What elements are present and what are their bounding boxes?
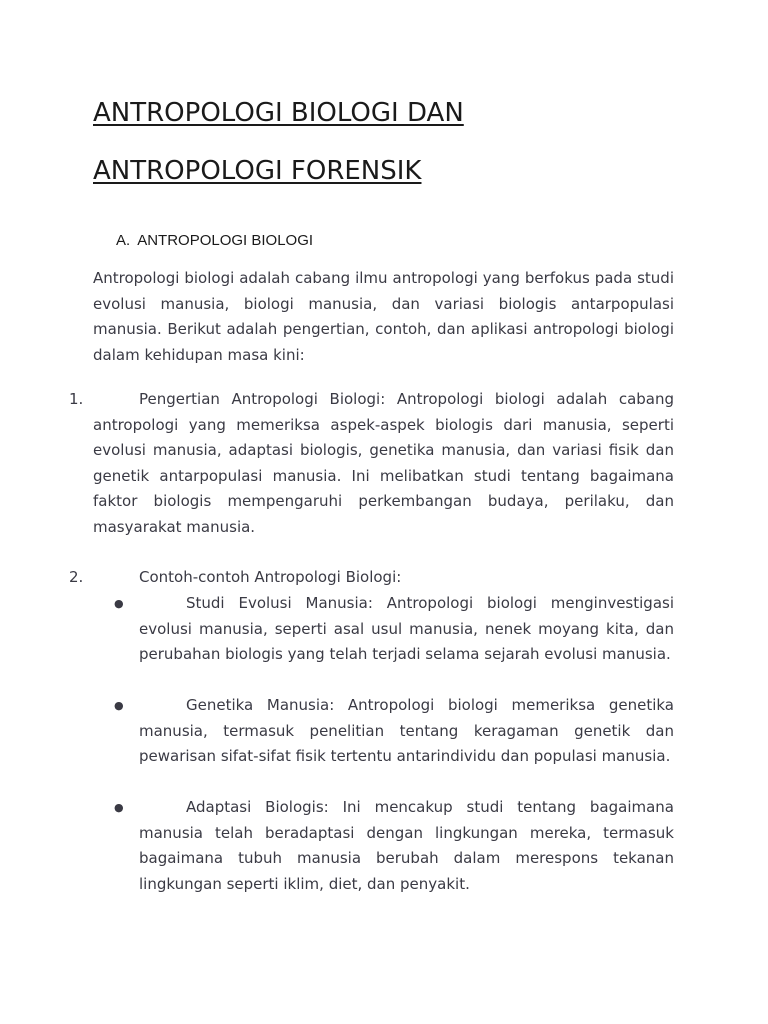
list-item-text: Pengertian Antropologi Biologi: Antropologi biologi adalah cabang antropologi yang memeriksa aspek-aspek biologis dari manusia, seperti evolusi manusia, adaptasi biologis, genetika manusia, dan variasi fisik dan genetik antarpopulasi manusia. Ini melibatkan studi tentang bagaimana faktor biologis mempengaruhi perkembangan budaya, perilaku, dan masyarakat manusia.: [93, 390, 674, 536]
bullet-icon: ●: [114, 597, 124, 610]
bullet-item-text: Genetika Manusia: Antropologi biologi memeriksa genetika manusia, termasuk penelitian tentang keragaman genetik dan pewarisan sifat-sifat fisik tertentu antarindividu dan populasi manusia.: [139, 696, 674, 765]
bullet-item-text: Adaptasi Biologis: Ini mencakup studi tentang bagaimana manusia telah beradaptasi dengan lingkungan mereka, termasuk bagaimana tubuh manusia berubah dalam merespons tekanan lingkungan seperti iklim, diet, dan penyakit.: [139, 798, 674, 893]
title-line-2: ANTROPOLOGI FORENSIK: [93, 156, 422, 186]
bullet-icon: ●: [114, 699, 124, 712]
list-item-text: Contoh-contoh Antropologi Biologi:: [139, 568, 402, 586]
section-heading: [116, 230, 313, 252]
bullet-icon: ●: [114, 801, 124, 814]
list-number: 1.: [69, 390, 84, 408]
document-title: [93, 84, 464, 200]
bullet-item-text: Studi Evolusi Manusia: Antropologi biologi menginvestigasi evolusi manusia, seperti asal usul manusia, nenek moyang kita, dan perubahan biologis yang telah terjadi selama sejarah evolusi manusia.: [139, 594, 674, 663]
intro-paragraph: Antropologi biologi adalah cabang ilmu antropologi yang berfokus pada studi evolusi manusia, biologi manusia, dan variasi biologis antarpopulasi manusia. Berikut adalah pengertian, contoh, dan aplikasi antropologi biologi dalam kehidupan masa kini:: [93, 269, 674, 364]
section-letter: A.: [116, 232, 131, 249]
title-line-1: ANTROPOLOGI BIOLOGI DAN: [93, 98, 464, 128]
section-heading-text: ANTROPOLOGI BIOLOGI: [137, 232, 314, 249]
list-number: 2.: [69, 568, 84, 586]
